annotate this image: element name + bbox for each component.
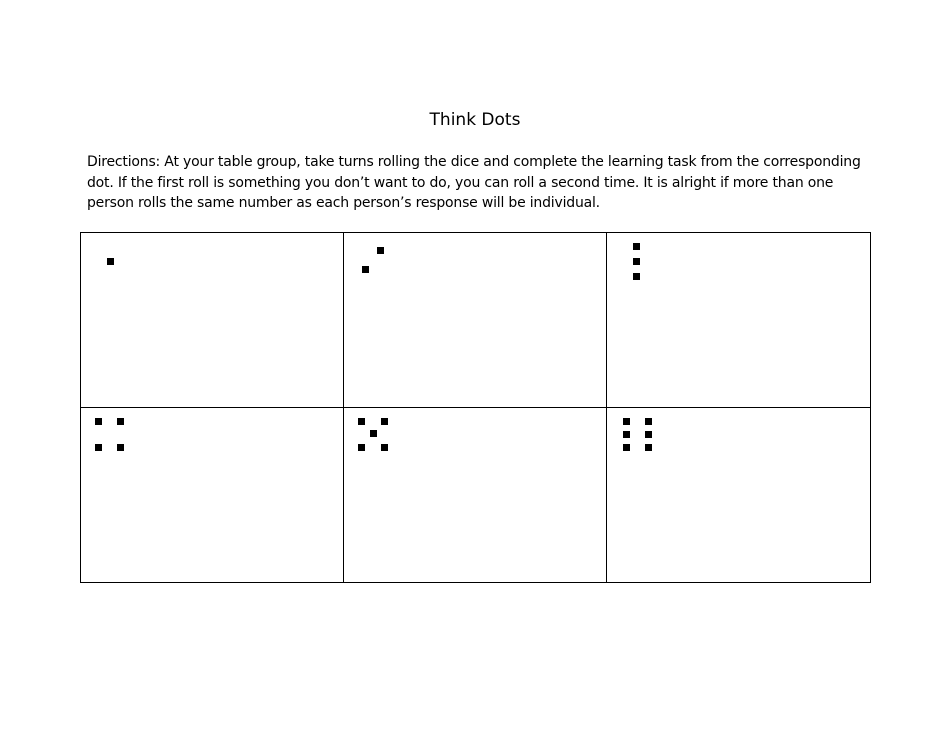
die-pip-icon: [645, 418, 652, 425]
die-pip-icon: [117, 444, 124, 451]
die-pip-icon: [645, 444, 652, 451]
dot-cell-6: [607, 408, 870, 582]
die-pip-icon: [381, 418, 388, 425]
die-pip-icon: [358, 418, 365, 425]
die-pip-icon: [107, 258, 114, 265]
dot-cell-2: [344, 233, 607, 408]
dot-cell-3: [607, 233, 870, 408]
die-pip-icon: [633, 258, 640, 265]
die-pip-icon: [633, 243, 640, 250]
die-pip-icon: [362, 266, 369, 273]
directions-text: Directions: At your table group, take turns rolling the dice and complete the learning task from the corresponding dot. If the first roll is something you don’t want to do, you can roll a second time. It is alright if more than one person rolls the same number as each person’s response will be individual.: [87, 154, 861, 211]
dot-cell-1: [81, 233, 344, 408]
page-title: Think Dots: [429, 110, 521, 130]
die-pip-icon: [633, 273, 640, 280]
dot-cell-5: [344, 408, 607, 582]
think-dots-grid: [80, 232, 871, 583]
die-pip-icon: [358, 444, 365, 451]
die-pip-icon: [377, 247, 384, 254]
die-pip-icon: [623, 418, 630, 425]
die-pip-icon: [381, 444, 388, 451]
dot-cell-4: [81, 408, 344, 582]
die-pip-icon: [95, 444, 102, 451]
die-pip-icon: [623, 444, 630, 451]
die-pip-icon: [623, 431, 630, 438]
die-pip-icon: [117, 418, 124, 425]
die-pip-icon: [95, 418, 102, 425]
die-pip-icon: [370, 430, 377, 437]
die-pip-icon: [645, 431, 652, 438]
